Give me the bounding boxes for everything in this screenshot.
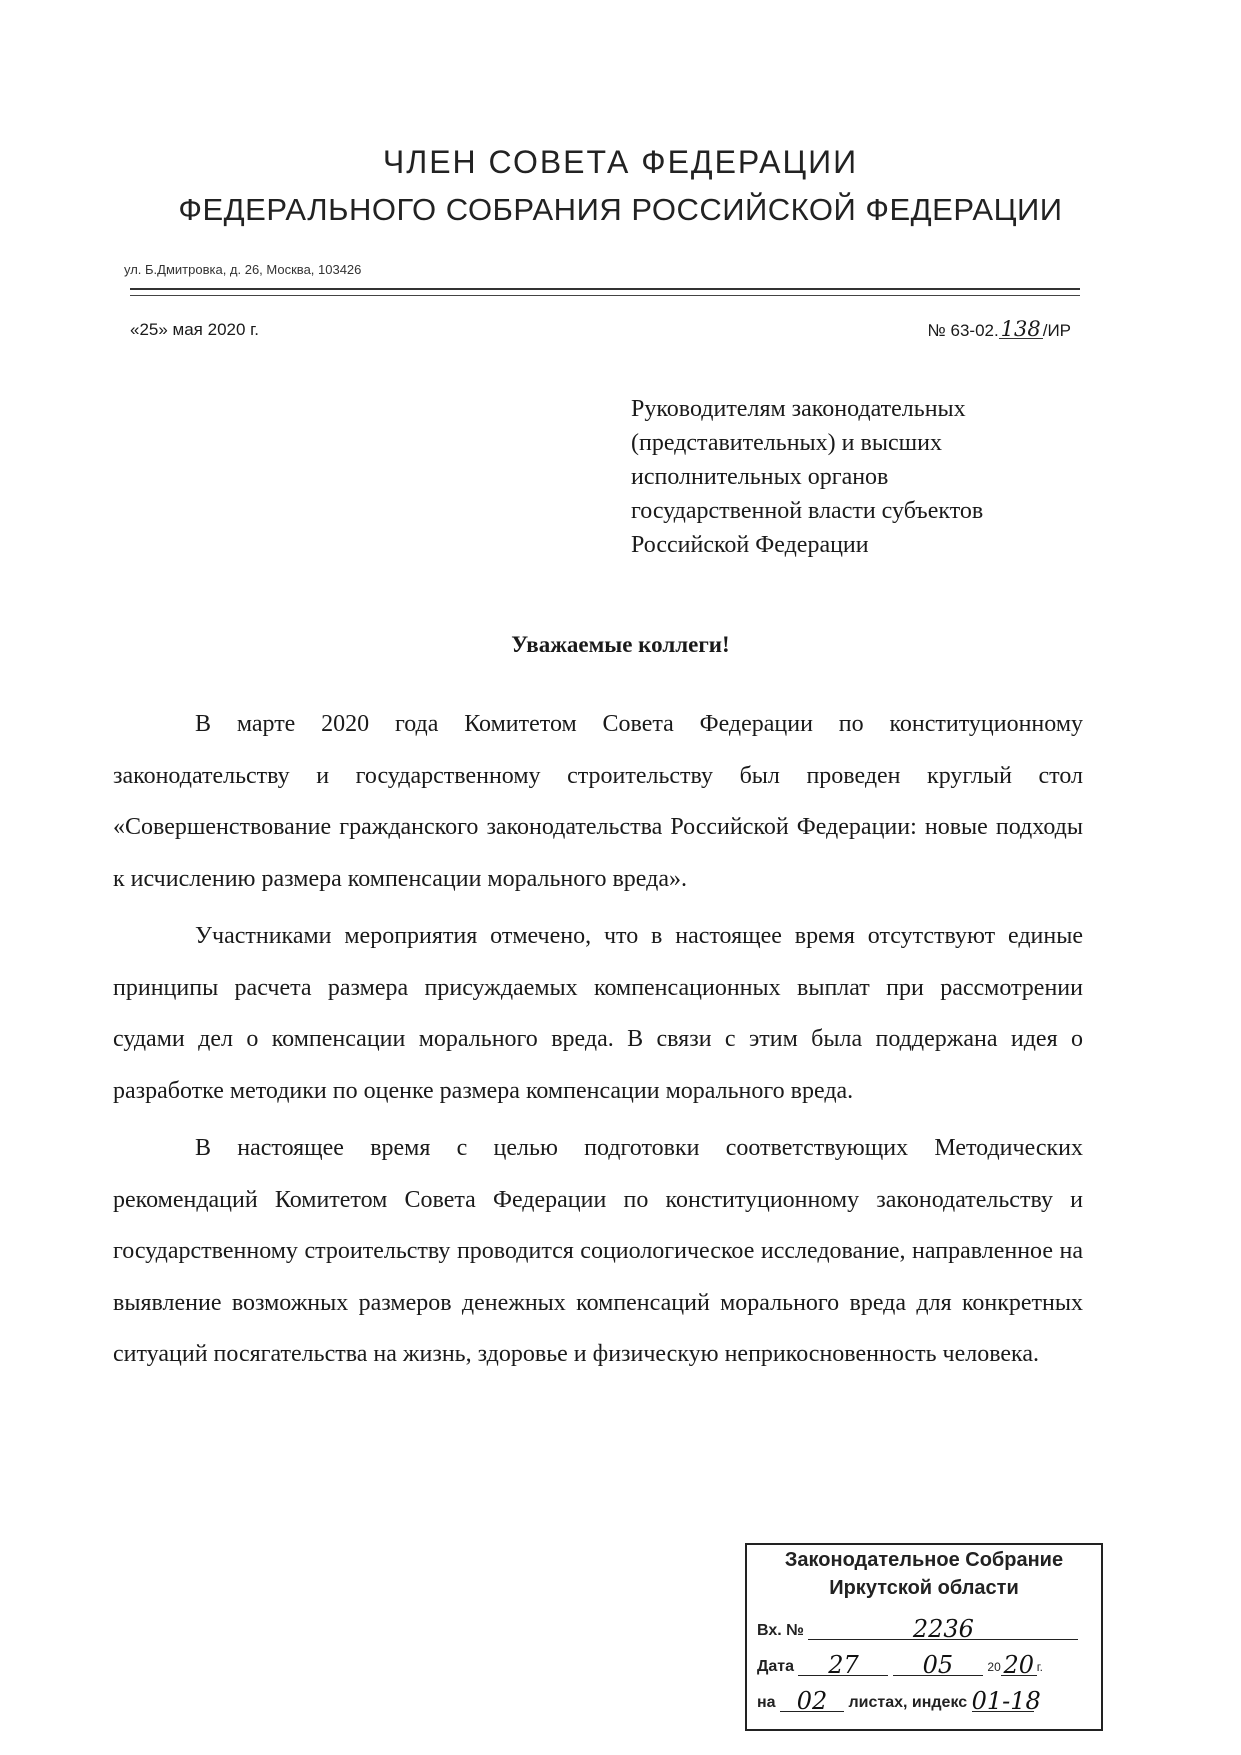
- addressee-line: (представительных) и высших: [631, 430, 942, 456]
- addressee-line: исполнительных органов: [631, 464, 889, 490]
- stamp-incoming-row: [757, 1615, 1078, 1643]
- registration-stamp: [745, 1543, 1103, 1731]
- stamp-organization-line2: Иркутской области: [829, 1577, 1019, 1599]
- salutation: Уважаемые коллеги!: [511, 632, 730, 657]
- stamp-date-day: 27: [828, 1651, 859, 1679]
- reference-handwritten-number: 138: [1000, 317, 1041, 341]
- body-paragraph: Участниками мероприятия отмечено, что в настоящее время отсутствуют единые принципы расчета размера присуждаемых компенсационных выплат при рассмотрении судами дел о компенсации морального вреда. В связи с этим была поддержана идея о разработке методики по оценке размера компенсации морального вреда.: [113, 923, 1083, 1104]
- letterhead-rule-thin: [130, 295, 1080, 296]
- stamp-date-suffix: г.: [1036, 1660, 1043, 1674]
- letter-date: «25» мая 2020 г.: [130, 320, 260, 339]
- stamp-index-field: [971, 1687, 1041, 1715]
- letterhead-rule-thick: [130, 288, 1080, 290]
- addressee-line: государственной власти субъектов: [631, 498, 984, 524]
- addressee-line: Руководителям законодательных: [631, 396, 966, 422]
- addressee-line: Российской Федерации: [631, 532, 869, 558]
- stamp-sheets-label: на: [757, 1694, 776, 1711]
- stamp-sheets-field: [780, 1687, 844, 1715]
- stamp-index-value: 01-18: [971, 1687, 1041, 1715]
- stamp-incoming-label: Вх. №: [757, 1622, 804, 1639]
- stamp-date-year-field: [1001, 1651, 1037, 1679]
- stamp-date-year-prefix: 20: [987, 1660, 1001, 1674]
- addressee-block: [631, 392, 1101, 562]
- reference-suffix: /ИР: [1042, 321, 1071, 340]
- letterhead-address: ул. Б.Дмитровка, д. 26, Москва, 103426: [124, 262, 362, 277]
- stamp-date-year: 20: [1003, 1651, 1035, 1679]
- letterhead-title-line1: ЧЛЕН СОВЕТА ФЕДЕРАЦИИ: [382, 144, 859, 180]
- stamp-incoming-value: 2236: [912, 1615, 974, 1643]
- stamp-sheets-row: [757, 1687, 1041, 1715]
- reference-prefix: № 63-02.: [927, 321, 999, 340]
- stamp-date-day-field: [798, 1651, 888, 1679]
- stamp-organization-line1: Законодательное Собрание: [784, 1549, 1064, 1571]
- letter-reference-number: [927, 317, 1071, 341]
- stamp-sheets-text: листах, индекс: [848, 1694, 968, 1711]
- body-paragraph: В марте 2020 года Комитетом Совета Федерации по конституционному законодательству и государственному строительству был проведен круглый стол «Совершенствование гражданского законодательства Российской Федерации: новые подходы к исчислению размера компенсации морального вреда».: [113, 711, 1083, 892]
- stamp-date-month-field: [893, 1651, 983, 1679]
- letterhead-title-line2: ФЕДЕРАЛЬНОГО СОБРАНИЯ РОССИЙСКОЙ ФЕДЕРАЦИИ: [178, 192, 1063, 227]
- stamp-sheets-value: 02: [796, 1687, 828, 1715]
- letter-body: [113, 699, 1083, 1387]
- stamp-incoming-field: [808, 1615, 1078, 1643]
- stamp-date-month: 05: [922, 1651, 954, 1679]
- stamp-date-row: [757, 1651, 1043, 1679]
- stamp-date-label: Дата: [757, 1658, 795, 1675]
- body-paragraph: В настоящее время с целью подготовки соответствующих Методических рекомендаций Комитетом Совета Федерации по конституционному законодательству и государственному строительству проводится социологическое исследование, направленное на выявление возможных размеров денежных компенсаций морального вреда для конкретных ситуаций посягательства на жизнь, здоровье и физическую неприкосновенность человека.: [113, 1135, 1083, 1367]
